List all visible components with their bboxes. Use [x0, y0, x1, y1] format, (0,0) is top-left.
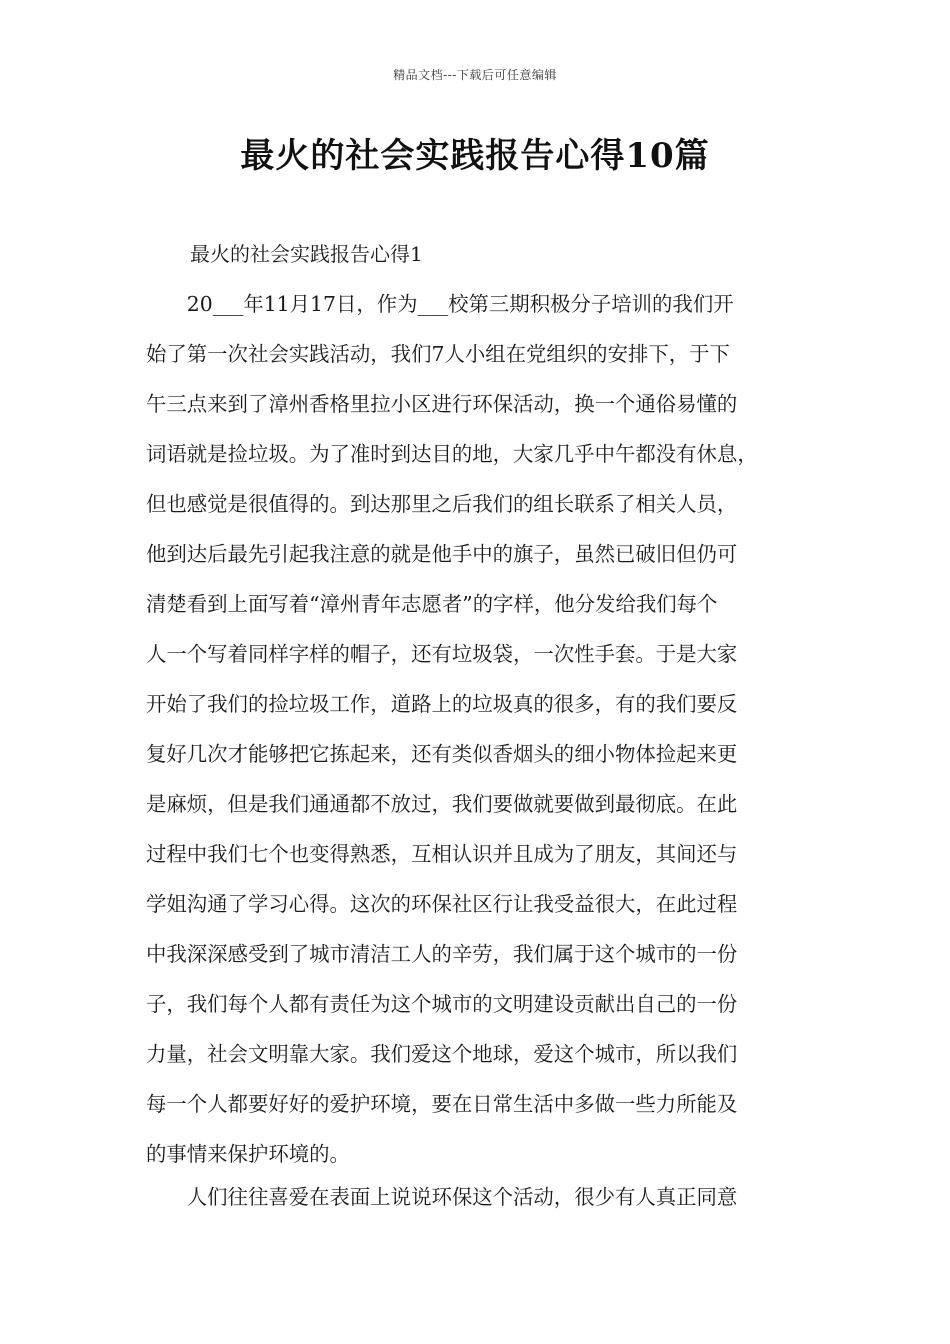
paragraph-line: 但也感觉是很值得的。到达那里之后我们的组长联系了相关人员，: [146, 492, 738, 516]
paragraph-1: [146, 279, 814, 1179]
paragraph-line: 人们往往喜爱在表面上说说环保这个活动，很少有人真正同意: [146, 1185, 738, 1209]
paragraph-line: 午三点来到了漳州香格里拉小区进行环保活动，换一个通俗易懂的: [146, 392, 738, 416]
document-title: 最火的社会实践报告心得10篇: [240, 136, 710, 176]
paragraph-line: 清楚看到上面写着“漳州青年志愿者”的字样，他分发给我们每个: [146, 592, 718, 616]
paragraph-line: 他到达后最先引起我注意的就是他手中的旗子，虽然已破旧但仍可: [146, 542, 738, 566]
paragraph-line: 子，我们每个人都有责任为这个城市的文明建设贡献出自己的一份: [146, 992, 738, 1016]
paragraph-line: 始了第一次社会实践活动，我们7人小组在党组织的安排下，于下: [146, 342, 730, 366]
paragraph-line: 是麻烦，但是我们通通都不放过，我们要做就要做到最彻底。在此: [146, 792, 738, 816]
paragraph-line: 中我深深感受到了城市清洁工人的辛劳，我们属于这个城市的一份: [146, 942, 738, 966]
paragraph-line: 学姐沟通了学习心得。这次的环保社区行让我受益很大，在此过程: [146, 892, 738, 916]
paragraph-line: 词语就是捡垃圾。为了准时到达目的地，大家几乎中午都没有休息，: [146, 442, 758, 466]
paragraph-line: 复好几次才能够把它拣起来，还有类似香烟头的细小物体捡起来更: [146, 742, 738, 766]
section-heading: 最火的社会实践报告心得1: [190, 242, 423, 266]
paragraph-line: 人一个写着同样字样的帽子，还有垃圾袋，一次性手套。于是大家: [146, 642, 738, 666]
paragraph-line: 的事情来保护环境的。: [146, 1142, 350, 1166]
header-note: 精品文档---下载后可任意编辑: [393, 68, 557, 82]
paragraph-line: 力量，社会文明靠大家。我们爱这个地球，爱这个城市，所以我们: [146, 1042, 738, 1066]
paragraph-2: [146, 1172, 814, 1222]
paragraph-line: 开始了我们的捡垃圾工作，道路上的垃圾真的很多，有的我们要反: [146, 692, 738, 716]
paragraph-line: 每一个人都要好好的爱护环境，要在日常生活中多做一些力所能及: [146, 1092, 738, 1116]
paragraph-line: 20___年11月17日，作为___校第三期积极分子培训的我们开: [146, 292, 734, 316]
paragraph-line: 过程中我们七个也变得熟悉，互相认识并且成为了朋友，其间还与: [146, 842, 738, 866]
